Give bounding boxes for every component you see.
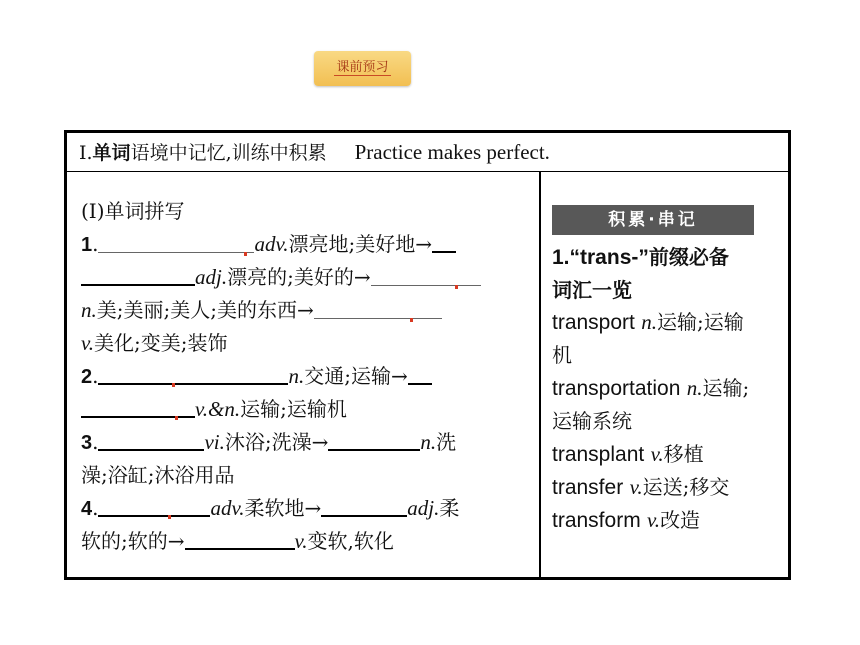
answer-blank[interactable] <box>321 493 407 517</box>
meaning: 柔 <box>439 496 460 520</box>
pos: n. <box>641 310 657 334</box>
pos: n. <box>420 430 437 454</box>
meaning-cont: 机 <box>552 343 572 367</box>
header-roman: Ⅰ. <box>79 142 93 164</box>
item-1-line-4 <box>81 327 531 360</box>
pos: adj. <box>407 496 440 520</box>
accumulation-tag: 积累·串记 <box>552 205 754 235</box>
header-bold: 单词 <box>92 142 131 164</box>
title-line-2: 词汇一览 <box>552 278 632 302</box>
pos: v. <box>81 331 95 355</box>
word: transplant <box>552 443 645 466</box>
item-3-line-2 <box>81 459 531 492</box>
word: transfer <box>552 476 624 499</box>
word-entry-transportation <box>552 372 784 438</box>
pos: v. <box>650 442 664 466</box>
header-english: Practice makes perfect. <box>354 140 550 164</box>
meaning: 运输;运输机 <box>240 397 347 421</box>
word: transport <box>552 311 635 334</box>
item-4-line-1: 4. adv.柔软地→ adj.柔 <box>81 492 531 525</box>
pos: v. <box>629 475 643 499</box>
meaning: 柔软地→ <box>244 496 322 520</box>
item-2-line-2 <box>81 393 531 426</box>
meaning: 改造 <box>660 508 701 532</box>
item-1-line-1: 1. adv.漂亮地;美好地→ <box>81 228 531 261</box>
pos: v. <box>294 529 308 553</box>
word: transform <box>552 509 641 532</box>
pos: n. <box>288 364 305 388</box>
answer-blank[interactable] <box>98 493 210 517</box>
answer-blank[interactable] <box>408 361 432 385</box>
item-2-line-1: 2. n.交通;运输→ <box>81 360 531 393</box>
item-1-line-3 <box>81 294 531 327</box>
accumulation-section <box>552 205 784 537</box>
header-rest: 语境中记忆,训练中积累 <box>130 142 327 164</box>
pos: v. <box>647 508 661 532</box>
pos: adv. <box>210 496 245 520</box>
item-number: 4 <box>81 498 93 520</box>
meaning: 洗 <box>436 430 457 454</box>
word-list <box>552 306 784 537</box>
pos: v.&n. <box>195 397 241 421</box>
answer-blank[interactable] <box>81 394 195 418</box>
pos: n. <box>686 376 703 400</box>
answer-blank[interactable] <box>98 427 204 451</box>
meaning: 美;美丽;美人;美的东西→ <box>96 298 314 322</box>
meaning: 美化;变美;装饰 <box>94 331 228 355</box>
item-4-line-2 <box>81 525 531 558</box>
column-divider <box>539 172 541 577</box>
word-entry-transport <box>552 306 784 372</box>
answer-blank[interactable] <box>98 361 288 385</box>
pos: vi. <box>204 430 225 454</box>
answer-blank[interactable] <box>371 263 481 286</box>
meaning: 变软,软化 <box>307 529 394 553</box>
prefix-title <box>552 241 784 306</box>
item-number: 2 <box>81 366 93 388</box>
meaning: 澡;浴缸;沐浴用品 <box>81 463 235 487</box>
spelling-section <box>81 195 531 558</box>
meaning: 运送;移交 <box>642 475 730 499</box>
badge-label: 课前预习 <box>336 60 389 75</box>
item-3-line-1: 3. vi.沐浴;洗澡→ n.洗 <box>81 426 531 459</box>
pos: adv. <box>254 232 289 256</box>
word-entry-transform <box>552 504 784 537</box>
answer-blank[interactable] <box>432 229 456 253</box>
meaning: 交通;运输→ <box>304 364 408 388</box>
panel-header <box>67 133 788 172</box>
pos: n. <box>81 298 97 322</box>
title-prefix: “trans-” <box>569 246 649 269</box>
word-entry-transplant <box>552 438 784 471</box>
meaning: 软的;软的→ <box>81 529 185 553</box>
answer-blank[interactable] <box>314 296 442 319</box>
vocab-panel <box>64 130 791 580</box>
answer-blank[interactable] <box>81 262 195 286</box>
section-title: (Ⅰ)单词拼写 <box>81 199 185 223</box>
meaning-cont: 运输系统 <box>552 409 632 433</box>
meaning: 漂亮的;美好的→ <box>227 265 371 289</box>
answer-blank[interactable] <box>98 230 254 253</box>
title-number: 1. <box>552 246 570 269</box>
lesson-badge[interactable] <box>314 51 411 86</box>
answer-blank[interactable] <box>185 526 295 550</box>
title-text: 前缀必备 <box>648 245 729 269</box>
word: transportation <box>552 377 681 400</box>
answer-blank[interactable] <box>328 427 420 451</box>
item-number: 3 <box>81 432 93 454</box>
meaning: 运输;运输 <box>656 310 744 334</box>
meaning: 运输; <box>702 376 750 400</box>
meaning: 漂亮地;美好地→ <box>288 232 432 256</box>
item-1-line-2 <box>81 261 531 294</box>
item-number: 1 <box>81 234 93 256</box>
word-entry-transfer <box>552 471 784 504</box>
pos: adj. <box>195 265 228 289</box>
meaning: 沐浴;洗澡→ <box>224 430 329 454</box>
meaning: 移植 <box>663 442 704 466</box>
